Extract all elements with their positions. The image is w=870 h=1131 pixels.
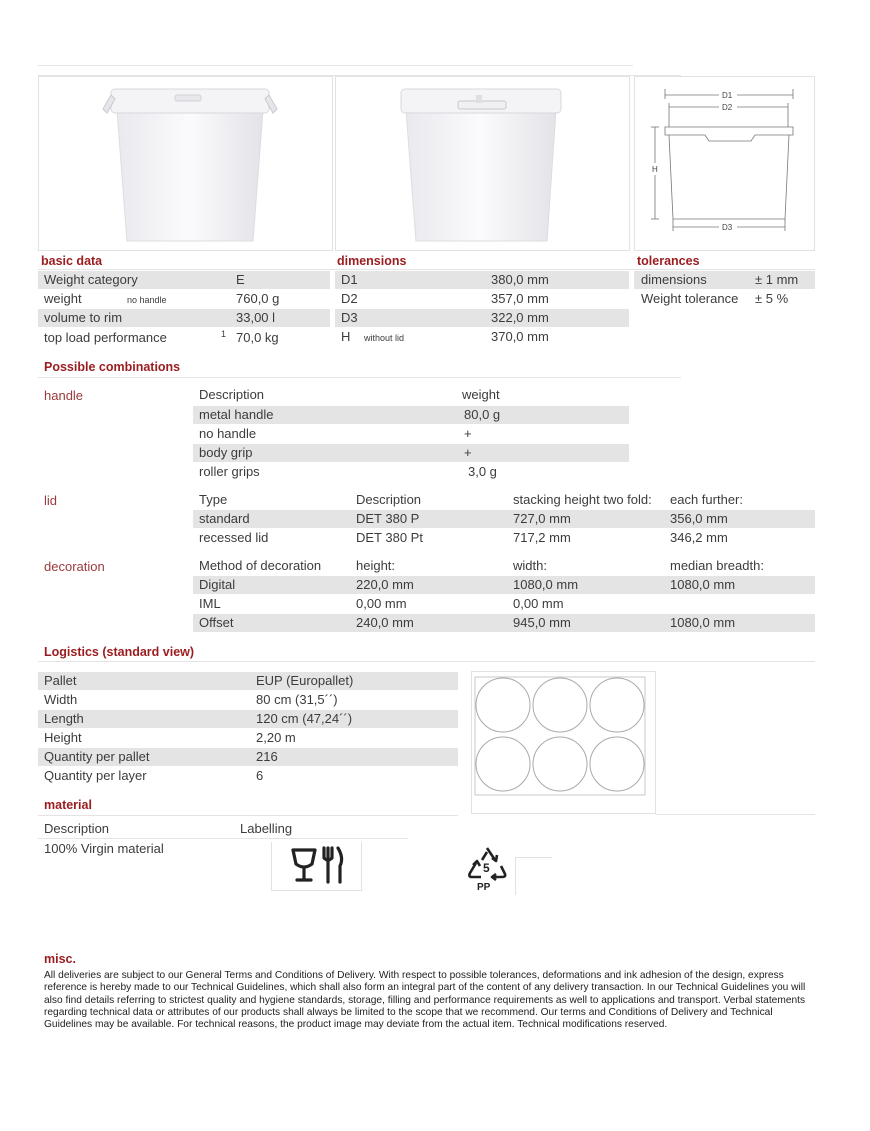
decoration-method: IML — [199, 596, 221, 611]
logistics-row — [38, 729, 458, 747]
decoration-header-row — [193, 557, 815, 575]
decoration-height: 220,0 mm — [356, 577, 414, 592]
handle-row — [193, 425, 629, 443]
section-rule — [38, 269, 815, 270]
dimension-label: D3 — [341, 310, 358, 325]
bucket-footprint-circle — [533, 678, 587, 732]
decoration-header-method: Method of decoration — [199, 558, 322, 573]
dimension-row — [335, 328, 629, 346]
lid-row — [193, 529, 815, 547]
logistics-label: Length — [44, 711, 84, 726]
product-image-panel-2 — [335, 76, 630, 251]
logistics-value: 80 cm (31,5´´) — [256, 692, 338, 707]
misc-title: misc. — [44, 952, 76, 966]
misc-text: All deliveries are subject to our General Terms and Conditions of Delivery. With respect to possible tolerances, deformations and ink adhesion of the design, express reference is hereby made to our Technical Guidelines, which shall also form an integral part of the content of any delivery transaction. In our Technical Guidelines you will also find details referring to strictest quality and hygiene standards, storage, filling and performance requirements as well to applications and transport. Verbal statements regarding technical data or attributes of our products shall always be limited to the scope that we recommend. Our terms and Conditions of Delivery and Technical Guidelines may be available. For technical reasons, the product image may deviate from the actual item. Technical modifications reserved. — [44, 970, 806, 1031]
logistics-label: Height — [44, 730, 82, 745]
recycling-box-edge — [515, 857, 552, 895]
top-rule — [38, 65, 633, 66]
tolerance-row — [634, 271, 815, 289]
material-description: 100% Virgin material — [44, 841, 164, 856]
dimension-row — [335, 309, 629, 327]
decoration-header-width: width: — [513, 558, 547, 573]
lid-stacking-height: 717,2 mm — [513, 530, 571, 545]
handle-description: body grip — [199, 445, 253, 460]
handle-header-weight: weight — [462, 387, 500, 402]
logistics-label: Pallet — [44, 673, 77, 688]
dimension-value: 380,0 mm — [491, 272, 549, 287]
handle-header-row — [193, 386, 629, 404]
lid-description: DET 380 Pt — [356, 530, 423, 545]
handle-row — [193, 463, 629, 481]
logistics-row — [38, 672, 458, 690]
basic-data-row — [38, 290, 330, 308]
lid-header-type: Type — [199, 492, 228, 507]
handle-label: handle — [44, 388, 84, 403]
logistics-row — [38, 767, 458, 785]
logistics-value: 6 — [256, 768, 264, 783]
logistics-label: Width — [44, 692, 78, 707]
lid-type: recessed lid — [199, 530, 269, 545]
handle-weight: + — [464, 426, 472, 441]
dimension-label: D2 — [341, 291, 358, 306]
material-title: material — [44, 798, 92, 812]
logistics-row — [38, 710, 458, 728]
dimension-row — [335, 290, 629, 308]
bucket-footprint-circle — [590, 678, 644, 732]
lid-row — [193, 510, 815, 528]
decoration-height: 240,0 mm — [356, 615, 414, 630]
bucket-image-with-handle — [336, 77, 629, 250]
bucket-footprint-circle — [476, 737, 530, 791]
decoration-width: 945,0 mm — [513, 615, 571, 630]
diagram-label-d1: D1 — [722, 91, 733, 100]
basic-data-value: E — [236, 272, 245, 287]
pallet-layout-panel — [471, 671, 656, 814]
decoration-row — [193, 614, 815, 632]
logistics-title: Logistics (standard view) — [44, 645, 195, 659]
dimension-label: D1 — [341, 272, 358, 287]
handle-weight: 80,0 g — [464, 407, 501, 422]
lid-label: lid — [44, 493, 58, 508]
lid-stacking-height: 727,0 mm — [513, 511, 571, 526]
dimension-value: 322,0 mm — [491, 310, 549, 325]
lid-type: standard — [199, 511, 250, 526]
footnote-marker: 1 — [221, 329, 227, 339]
basic-data-title: basic data — [41, 254, 103, 268]
decoration-median: 1080,0 mm — [670, 615, 736, 630]
dimension-label: H — [341, 329, 351, 344]
decoration-median: 1080,0 mm — [670, 577, 736, 592]
basic-data-value: 760,0 g — [236, 291, 280, 306]
lid-each-further: 356,0 mm — [670, 511, 728, 526]
logistics-row — [38, 691, 458, 709]
food-safe-label-box — [271, 842, 362, 891]
dimensions-title: dimensions — [337, 254, 407, 268]
decoration-label: decoration — [44, 559, 105, 574]
basic-data-note: no handle — [127, 295, 167, 305]
lid-header-description: Description — [356, 492, 422, 507]
basic-data-value: 70,0 kg — [236, 330, 279, 345]
material-header-description: Description — [44, 821, 110, 836]
basic-data-label: weight — [44, 291, 82, 306]
bucket-footprint-circle — [533, 737, 587, 791]
basic-data-row — [38, 309, 330, 327]
handle-row — [193, 406, 629, 424]
logistics-label: Quantity per pallet — [44, 749, 150, 764]
logistics-value: 2,20 m — [256, 730, 296, 745]
dimension-value: 357,0 mm — [491, 291, 549, 306]
handle-description: roller grips — [199, 464, 260, 479]
tolerances-title: tolerances — [637, 254, 700, 268]
logistics-value: 216 — [256, 749, 278, 764]
bucket-image-with-grips — [39, 77, 332, 250]
decoration-header-median: median breadth: — [670, 558, 764, 573]
tolerance-label: dimensions — [641, 272, 707, 287]
lid-header-stacking: stacking height two fold: — [513, 492, 652, 507]
handle-weight: 3,0 g — [468, 464, 497, 479]
decoration-width: 0,00 mm — [513, 596, 564, 611]
decoration-height: 0,00 mm — [356, 596, 407, 611]
dimension-diagram — [635, 77, 814, 250]
basic-data-row — [38, 329, 330, 347]
dimension-diagram-panel — [634, 76, 815, 251]
tolerance-value: ± 1 mm — [755, 272, 799, 287]
decoration-method: Offset — [199, 615, 234, 630]
handle-weight: + — [464, 445, 472, 460]
diagram-label-h: H — [652, 165, 658, 174]
material-header-rule — [38, 838, 408, 839]
logistics-value: EUP (Europallet) — [256, 673, 354, 688]
logistics-rule — [38, 661, 815, 662]
decoration-row — [193, 576, 815, 594]
logistics-label: Quantity per layer — [44, 768, 147, 783]
logistics-value: 120 cm (47,24´´) — [256, 711, 353, 726]
food-safe-icon — [288, 844, 348, 888]
recycling-code: 5 — [483, 861, 490, 875]
basic-data-row — [38, 271, 330, 289]
pallet-layout-diagram — [472, 672, 655, 813]
basic-data-label: top load performance — [44, 330, 167, 345]
diagram-label-d2: D2 — [722, 103, 733, 112]
recycling-symbol — [465, 842, 517, 892]
recycling-material: PP — [477, 882, 491, 892]
basic-data-label: volume to rim — [44, 310, 123, 325]
tolerance-row — [634, 290, 815, 308]
tolerance-value: ± 5 % — [755, 291, 789, 306]
handle-description: no handle — [199, 426, 257, 441]
logistics-row — [38, 748, 458, 766]
decoration-row — [193, 595, 815, 613]
tolerance-label: Weight tolerance — [641, 291, 739, 306]
handle-row — [193, 444, 629, 462]
handle-header-description: Description — [199, 387, 265, 402]
basic-data-value: 33,00 l — [236, 310, 276, 325]
combinations-title: Possible combinations — [44, 360, 181, 374]
recycling-triangle-icon — [465, 844, 509, 892]
dimension-row — [335, 271, 629, 289]
lid-each-further: 346,2 mm — [670, 530, 728, 545]
lid-header-each-further: each further: — [670, 492, 743, 507]
decoration-header-height: height: — [356, 558, 396, 573]
combinations-rule — [38, 377, 681, 378]
lid-header-row — [193, 491, 815, 509]
bucket-footprint-circle — [476, 678, 530, 732]
material-header-labelling: Labelling — [240, 821, 293, 836]
dimension-note: without lid — [364, 333, 405, 343]
product-image-panel-1 — [38, 76, 333, 251]
logistics-bottom-rule — [656, 814, 815, 815]
diagram-label-d3: D3 — [722, 223, 733, 232]
lid-description: DET 380 P — [356, 511, 420, 526]
dimension-value: 370,0 mm — [491, 329, 549, 344]
material-rule — [38, 815, 458, 816]
bucket-footprint-circle — [590, 737, 644, 791]
decoration-width: 1080,0 mm — [513, 577, 579, 592]
handle-description: metal handle — [199, 407, 274, 422]
decoration-method: Digital — [199, 577, 236, 592]
basic-data-label: Weight category — [44, 272, 138, 287]
